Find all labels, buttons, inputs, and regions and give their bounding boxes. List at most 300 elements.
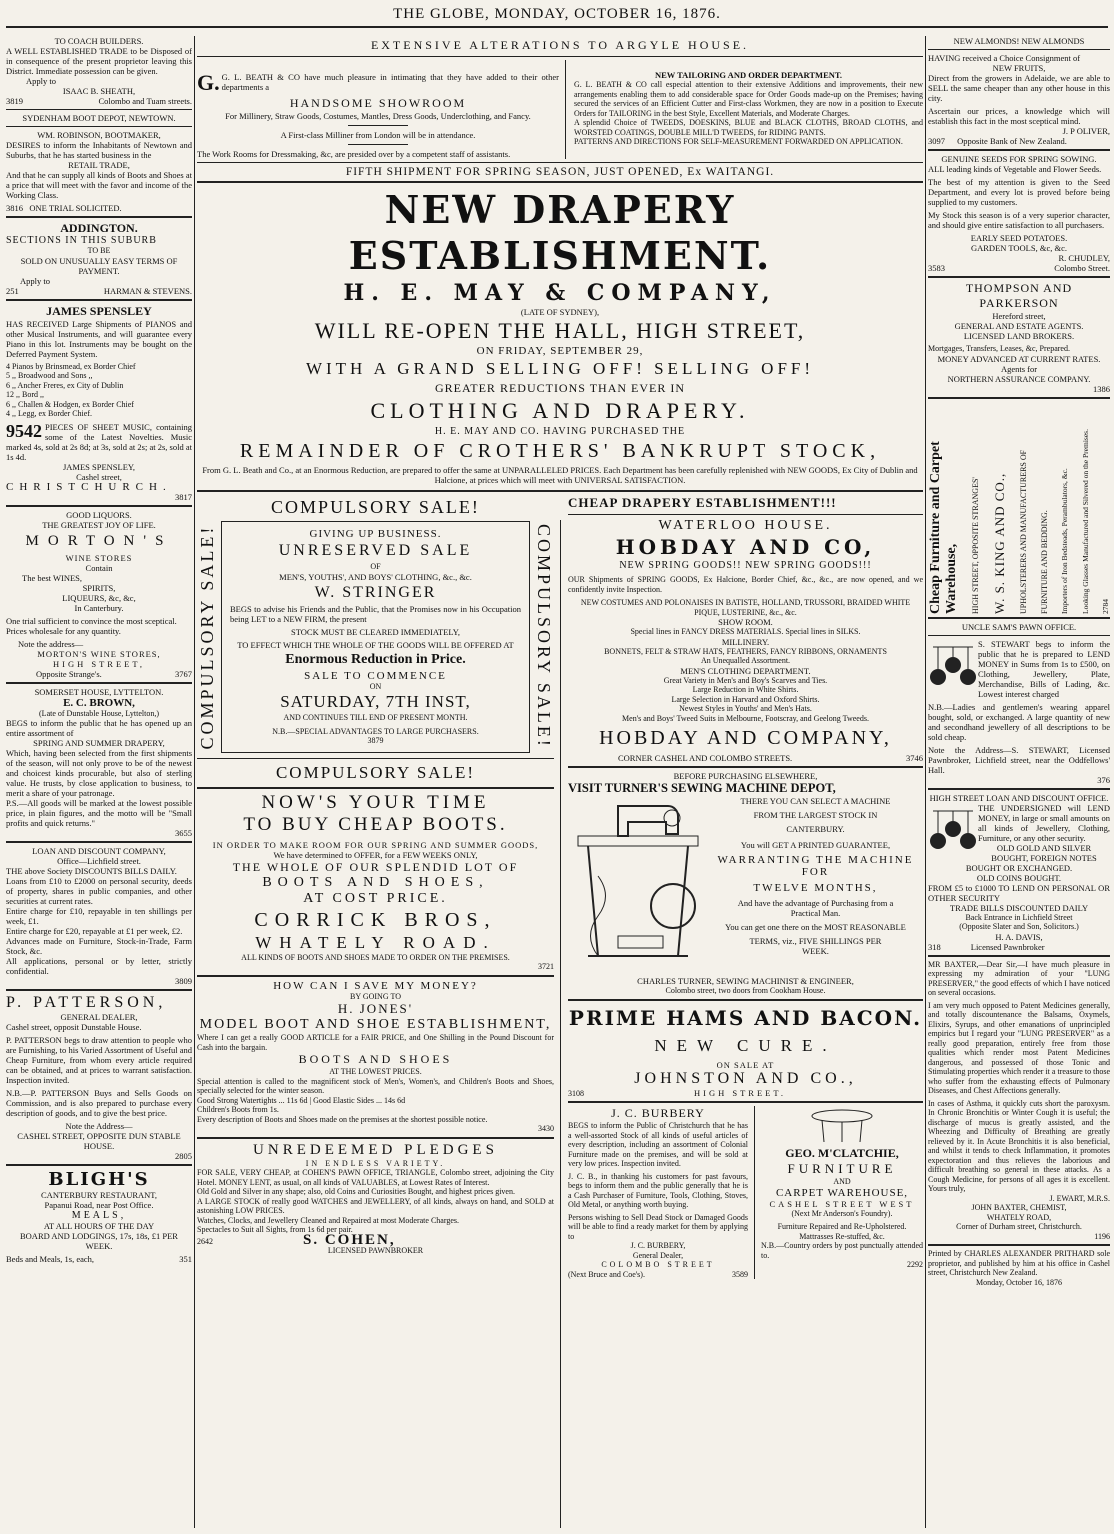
ad-text: ON FRIDAY, SEPTEMBER 29,	[476, 345, 644, 357]
list-item: 4 ,, Legg, ex Border Chief.	[6, 409, 92, 418]
ad-number: 3108	[567, 1088, 584, 1098]
ad-text: Large Reduction in White Shirts.	[692, 685, 799, 694]
list-item: 4 Pianos by Brinsmead, ex Border Chief	[6, 361, 136, 371]
ad-text: Opposite Strange's.	[36, 668, 102, 679]
ad-text: TO EFFECT WHICH THE WHOLE OF THE GOODS WILL BE OFFERED AT	[237, 639, 514, 650]
ad-text: An Unequalled Assortment.	[700, 656, 791, 665]
ad-number: 3817	[175, 491, 192, 502]
ad-text: BY GOING TO	[350, 991, 401, 1001]
side-heading: COMPULSORY SALE!	[197, 524, 217, 750]
ad-text: Hereford street,	[992, 311, 1046, 321]
ad-text: J. C. BURBERY,	[630, 1241, 686, 1250]
ad-text: (Next Bruce and Coe's).	[567, 1269, 645, 1279]
ad-number: 3819	[6, 96, 23, 106]
ad-body: N.B.—P. PATTERSON Buys and Sells Goods on Commission, and is also prepared to purchase every description of goods, and to give the best price.	[6, 1088, 192, 1118]
ad-heading: H. E. MAY & COMPANY,	[343, 280, 777, 306]
ad-body: J. C. B., in thanking his customers for past favours, begs to inform them and the public generally that he is a Cash Purchaser of Furniture, Tools, Clothing, Stoves, Old Metal, or anything worth buying.	[567, 1171, 748, 1209]
ad-text: Apply to	[20, 275, 50, 286]
ad-number: 3816	[6, 203, 23, 213]
ad-heading: MORTON'S	[25, 532, 173, 549]
ad-text: H. A. DAVIS,	[995, 931, 1043, 942]
ad-text: BEFORE PURCHASING ELSEWHERE,	[673, 771, 818, 781]
ad-number: 1386	[1093, 383, 1110, 394]
ad-body: Direct from the growers in Adelaide, we are able to SELL the same cheaper than any other house in this city.	[928, 73, 1110, 103]
ad-text: Special lines in FANCY DRESS MATERIALS. Special lines in SILKS.	[630, 627, 861, 636]
ad-number: 9542	[6, 420, 42, 441]
ad-text: Looking Glasses Manufactured and Silvered on the Premises.	[1080, 428, 1090, 614]
bligh-ad	[6, 1169, 192, 1264]
ad-heading: JOHNSTON AND CO.,	[634, 1069, 857, 1087]
ad-text: Mortgages, Transfers, Leases, &c, Prepared.	[928, 344, 1070, 353]
ad-text: LICENSED PAWNBROKER	[327, 1246, 424, 1255]
furniture-image	[761, 1106, 923, 1146]
almonds-ad	[928, 36, 1110, 146]
seeds-ad	[928, 154, 1110, 273]
ad-text: COLOMBO STREET	[601, 1260, 715, 1269]
ad-text: FURNITURE AND BEDDING.	[1039, 509, 1049, 614]
ad-text: Large Selection in Harvard and Oxford Shirts.	[671, 694, 820, 704]
ad-text: CARPET WAREHOUSE,	[775, 1186, 909, 1199]
ad-text: (Next Mr Anderson's Foundry).	[791, 1208, 893, 1218]
list-item: 6 ,, Ancher Freres, ex City of Dublin	[6, 380, 124, 390]
ad-text: WEEK.	[802, 946, 829, 956]
ad-number: 3430	[537, 1124, 554, 1133]
ad-text: You can get one there on the MOST REASONABLE	[725, 922, 906, 932]
ad-text: TO BE	[87, 246, 111, 255]
ad-text: And have the advantage of Purchasing from a	[737, 898, 894, 908]
ad-body: G. L. BEATH & CO call especial attention to their extensive Additions and improvements, their new arrangements enabling them to add considerable space for Order Goods made-up on the Premises; having secured the services of an Efficient Cutter and First-class Workmen, they are now in a position to Execute Orders for TAILORING in the best Style, Excellent Materials, and Moderate Charges.	[574, 80, 923, 118]
ad-heading: GEO. M'CLATCHIE,	[785, 1146, 899, 1160]
cohen-ad	[197, 1142, 554, 1256]
ad-text: J. P OLIVER,	[1062, 126, 1110, 136]
ad-heading: THE GREATEST JOY OF LIFE.	[42, 519, 156, 530]
ad-text: Cashel street, opposit Dunstable House.	[6, 1022, 142, 1032]
ad-text: THE WHOLE OF OUR SPLENDID LOT OF	[232, 859, 519, 874]
ad-body: PATTERNS AND DIRECTIONS FOR SELF-MEASUREMENT FORWARDED ON APPLICATION.	[574, 137, 903, 146]
column-rule	[194, 36, 195, 1528]
ad-body: A splendid Choice of TWEEDS, DOESKINS, BLUE and BLACK CLOTHS, BROAD CLOTHS, and WORSTED COATINGS, DOUBLE MILL'D TWEEDS, for RIDING PANTS.	[574, 118, 923, 137]
imprint	[928, 1249, 1110, 1287]
ad-body: Entire charge for £10, repayable in ten shillings per week, £1.	[6, 906, 192, 926]
list-item: 6 ,, Challen & Hodgen, ex Border Chief	[6, 399, 134, 409]
ad-heading: HOW CAN I SAVE MY MONEY?	[273, 979, 478, 992]
ad-number: 376	[1097, 774, 1110, 785]
ad-text: IN ORDER TO MAKE ROOM FOR OUR SPRING AND SUMMER GOODS,	[212, 839, 539, 850]
ad-body: P. PATTERSON begs to draw attention to people who are Furnishing, to his Varied Assortment of Useful and Cheap Furniture, from whom every article required can be obtained, and at prices to warrant satisfaction. Inspection invited.	[6, 1035, 192, 1085]
ad-heading: HOBDAY AND COMPANY,	[599, 727, 892, 749]
ad-text: HARMAN & STEVENS.	[103, 285, 192, 296]
ad-text: LICENSED LAND BROKERS.	[963, 331, 1075, 341]
ad-text: Papanui Road, near Post Office.	[44, 1200, 154, 1210]
ad-heading: NEW CURE.	[654, 1035, 837, 1055]
ad-text: FROM £5 to £1000 TO LEND ON PERSONAL OR OTHER SECURITY	[928, 882, 1110, 903]
sewing-machine-image	[568, 796, 708, 976]
ad-text: CHRISTCHURCH.	[6, 480, 172, 493]
ad-text: JOHN BAXTER, CHEMIST,	[971, 1203, 1067, 1212]
ad-body: HAVING received a Choice Consignment of	[928, 53, 1081, 63]
ad-text: Children's Boots from 1s.	[197, 1105, 279, 1114]
ad-text: Back Entrance in Lichfield Street	[965, 912, 1073, 922]
ad-text: GREATER REDUCTIONS THAN EVER IN	[434, 381, 686, 395]
ad-text: Apply to	[26, 76, 56, 86]
ad-heading: THOMPSON AND PARKERSON	[965, 281, 1073, 310]
ad-heading: BOOTS AND SHOES	[298, 1052, 453, 1066]
ad-body: DESIRES to inform the Inhabitants of Newtown and Suburbs, that he has started business in the	[6, 140, 192, 160]
ad-body: FOR SALE, VERY CHEAP, at COHEN'S PAWN OFFICE, TRIANGLE, Colombo street, adjoining the City Hotel. MONEY LENT, as usual, on all kinds of VALUABLES, at Lowest Rates of Interest.	[197, 1168, 554, 1187]
ad-number: 3097	[928, 136, 945, 146]
ad-heading: E. C. BROWN,	[63, 696, 135, 709]
ad-text: One trial sufficient to convince the most sceptical.	[6, 615, 177, 626]
ad-text: WARRANTING THE MACHINE FOR	[717, 854, 914, 878]
ad-number: 3879	[367, 736, 384, 745]
ad-text: STOCK MUST BE CLEARED IMMEDIATELY,	[291, 626, 460, 637]
brown-ad	[6, 687, 192, 839]
ad-body: Entire charge for £20, repayable at £1 per week, £2.	[6, 926, 183, 936]
ad-text: FIFTH SHIPMENT FOR SPRING SEASON, JUST OPENED, Ex WAITANGI.	[345, 166, 775, 178]
ad-text: TRADE BILLS DISCOUNTED DAILY	[949, 902, 1089, 913]
ad-heading: SHOW ROOM.	[718, 617, 773, 627]
ad-heading: NEW TAILORING AND ORDER DEPARTMENT.	[654, 70, 843, 80]
ad-body: Old Gold and Silver in any shape; also, old Coins and Curiosities Bought, and highest prices given.	[197, 1187, 515, 1196]
ad-text: Colombo street, two doors from Cookham House.	[665, 986, 826, 995]
ad-heading: COMPULSORY SALE!	[275, 762, 476, 782]
ad-heading: HIGH STREET LOAN AND DISCOUNT OFFICE.	[929, 792, 1109, 803]
coach-builders-ad	[6, 36, 192, 106]
ad-heading: UNREDEEMED PLEDGES	[253, 1141, 498, 1158]
ad-heading: AT COST PRICE.	[303, 890, 448, 906]
pawnbroker-balls-icon	[928, 639, 978, 699]
ad-text: CASHEL STREET WEST	[769, 1198, 915, 1209]
ad-heading: H. JONES'	[337, 1001, 414, 1016]
ad-heading: SOMERSET HOUSE, LYTTELTON.	[34, 686, 164, 697]
ad-body: The best of my attention is given to the Seed Department, and every lot is proved before being supplied to my customers.	[928, 177, 1110, 207]
centre-left-column	[197, 495, 560, 1279]
ad-body: N.B.—Ladies and gentlemen's wearing apparel bought, sold, or exchanged. A large quantity of new and secondhand jewellery of all descriptions to be sold cheap.	[928, 701, 1110, 742]
ad-heading: GENUINE SEEDS FOR SPRING SOWING.	[941, 154, 1097, 164]
ad-text: GENERAL DEALER,	[60, 1012, 138, 1022]
ad-text: ON SALE AT	[716, 1059, 775, 1070]
ad-text: CASHEL STREET, OPPOSITE DUN STABLE HOUSE.	[17, 1131, 181, 1151]
ad-body: I am very much opposed to Patent Medicines generally, and totally discountenance the Balsams, Oxymels, Elixirs, Syrups, and other emanations of unprincipled empirics but I regard your "LUNG PRESERVER" as a really good preparation, entirely free from those qualities which render most Patent Medicines dangerous, and possessed of those Tonic and Stimulating properties which render it a treasure to those who suffer from the exhausting effects of Pulmonary Diseases, and Chest Affections generally.	[928, 1000, 1110, 1095]
ad-text: Practical Man.	[790, 908, 841, 918]
ad-text: Importers of Iron Bedsteads, Perambulators, &c.	[1060, 467, 1070, 614]
ad-text: THERE YOU CAN SELECT A MACHINE	[740, 796, 891, 806]
ad-text: MEN'S, YOUTHS', AND BOYS' CLOTHING, &c., &c.	[279, 571, 472, 582]
ad-text: Opposite Bank of New Zealand.	[957, 136, 1067, 146]
ad-body: THE UNDERSIGNED will LEND MONEY, in large or small amounts on all kinds of Jewellery, Clothing, Furniture, or any other security.	[978, 802, 1110, 843]
ad-body: BEGS to inform the Public of Christchurch that he has a well-assorted Stock of all kinds of useful articles of every description, including an assortment of Colonial Furniture made on the premises, and will be sold at very low prices. Inspection invited.	[567, 1121, 748, 1168]
ad-text: AT THE LOWEST PRICES.	[329, 1067, 422, 1076]
ad-text: CANTERBURY.	[786, 824, 845, 834]
ad-text: AT ALL HOURS OF THE DAY	[43, 1221, 155, 1231]
ad-number: 351	[179, 1254, 192, 1264]
imprint-date: Monday, October 16, 1876	[976, 1277, 1062, 1287]
ad-text: NEW SPRING GOODS!! NEW SPRING GOODS!!!	[619, 560, 872, 571]
ad-text: Office—Lichfield street.	[57, 856, 141, 866]
ad-body: Special attention is called to the magnificent stock of Men's, Women's, and Children's Boots and Shoes, specially selected for the winter season.	[197, 1076, 554, 1095]
ad-heading: W. S. KING AND CO.,	[991, 472, 1007, 614]
ad-body: BEGS to inform the public that he has opened up an entire assortment of	[6, 718, 192, 738]
stringer-ad	[197, 495, 554, 784]
thompson-ad	[928, 281, 1110, 394]
ad-heading: UNRESERVED SALE	[278, 542, 473, 559]
ad-text: Contain	[85, 562, 113, 573]
ad-heading: PRIME HAMS AND BACON.	[568, 1005, 923, 1030]
ad-heading: P. PATTERSON,	[6, 994, 167, 1011]
ad-text: N.B.—Country orders by post punctually attended to.	[760, 1241, 923, 1260]
hobday-ad	[568, 495, 923, 763]
corrick-ad	[197, 792, 554, 972]
ad-text: Men's and Boys' Tweed Suits in Melbourne, Footscray, and Geelong Tweeds.	[622, 713, 869, 723]
burbery-ad	[568, 1106, 755, 1279]
ad-text: BONNETS, FELT & STRAW HATS, FEATHERS, FANCY RIBBONS, ORNAMENTS	[604, 646, 887, 656]
ad-text: (LATE OF SYDNEY),	[520, 307, 600, 317]
stewart-pawn-ad	[928, 622, 1110, 785]
ad-heading: CHEAP DRAPERY ESTABLISHMENT!!!	[567, 495, 837, 510]
ad-text: RETAIL TRADE,	[68, 160, 130, 170]
ad-text: General Dealer,	[632, 1250, 684, 1260]
patterson-ad	[6, 994, 192, 1161]
ad-text: The best WINES,	[22, 572, 83, 583]
ad-text: (Opposite Slater and Son, Solicitors.)	[959, 922, 1079, 931]
ad-text: Corner of Durham street, Christchurch.	[956, 1222, 1082, 1231]
ad-text: OLD GOLD AND SILVER BOUGHT, FOREIGN NOTES BOUGHT OR EXCHANGED.	[965, 842, 1097, 873]
ad-heading: LOAN AND DISCOUNT COMPANY,	[32, 846, 166, 856]
ad-text: BOARD AND LODGINGS, 17s, 18s, £1 PER WEEK.	[20, 1231, 178, 1251]
ad-heading: UNCLE SAM'S PAWN OFFICE.	[961, 621, 1077, 632]
ad-body: S. STEWART begs to inform the public that he is prepared to LEND MONEY in Sums from 1s to £500, on Clothing, Jewellery, Plate, Merchandise, Bills of Lading, &c. Lowest interest charged	[978, 638, 1110, 699]
may-drapery-ad	[197, 187, 923, 487]
ad-heading: TO BUY CHEAP BOOTS.	[243, 813, 508, 835]
ad-text: JAMES SPENSLEY,	[62, 461, 136, 472]
ad-heading: FURNITURE	[787, 1161, 897, 1176]
ad-heading: CLOTHING AND DRAPERY.	[370, 398, 750, 423]
ad-text: MONEY ADVANCED AT CURRENT RATES.	[937, 353, 1101, 364]
centre-right-column	[560, 495, 923, 1279]
ad-text: GIVING UP BUSINESS.	[309, 528, 442, 540]
ad-heading: S. COHEN,	[303, 1231, 396, 1248]
ad-text: Great Variety in Men's and Boy's Scarves and Ties.	[663, 675, 828, 685]
johnston-hams-ad	[568, 1004, 923, 1099]
mclatchie-ad	[755, 1106, 923, 1279]
ad-text: MEALS,	[71, 1210, 127, 1221]
ad-number: 3746	[906, 753, 923, 763]
ad-text: R. CHUDLEY,	[1058, 253, 1110, 263]
ad-text: H. E. MAY AND CO. HAVING PURCHASED THE	[434, 426, 686, 437]
ad-text: WINE STORES	[65, 552, 133, 563]
ad-text: UPHOLSTERERS AND MANUFACTURERS OF	[1019, 449, 1029, 614]
ad-text: ALL KINDS OF BOOTS AND SHOES MADE TO ORDER ON THE PREMISES.	[241, 952, 510, 962]
right-column	[928, 36, 1110, 1530]
ad-text: N.B.—SPECIAL ADVANTAGES TO LARGE PURCHASERS.	[272, 726, 479, 736]
left-column	[6, 36, 192, 1530]
ad-heading: MEN'S CLOTHING DEPARTMENT.	[680, 665, 811, 676]
ad-heading: WITH A GRAND SELLING OFF! SELLING OFF!	[305, 359, 815, 378]
ad-body: BEGS to advise his Friends and the Public, that the Promises now in his Occupation being LET to a NEW FIRM, the present	[230, 603, 521, 624]
ad-text: Note the Address—	[65, 1121, 133, 1131]
ad-heading: CORRICK BROS,	[254, 908, 497, 931]
ad-body: Every description of Boots and Shoes made on the premises at the shortest possible notice.	[197, 1114, 488, 1124]
ad-heading: NEW DRAPERY ESTABLISHMENT.	[348, 187, 772, 278]
ad-body: THE above Society DISCOUNTS BILLS DAILY.	[6, 866, 177, 876]
ad-body: HAS RECEIVED Large Shipments of PIANOS and other Musical Instruments, and will guarantee every Piano in this lot. Instruments may be bought on the Deferred Payment System.	[6, 318, 192, 359]
ad-number: 3583	[928, 263, 945, 273]
ad-text: TERMS, viz., FIVE SHILLINGS PER	[749, 936, 882, 946]
mortons-ad	[6, 510, 192, 679]
ad-body: Loans from £10 to £2000 on personal security, deeds of property, shares in public companies, and other securities at current rates.	[6, 876, 192, 906]
ad-text: Good Strong Watertights ... 11s 6d | Good Elastic Sides ... 14s 6d	[197, 1095, 406, 1105]
ad-body: Advances made on Furniture, Stock-in-Trade, Farm Stock, &c.	[6, 936, 192, 956]
ad-body: Where I can get a really GOOD ARTICLE for a FAIR PRICE, and One Shilling in the Pound Discount for Cash into the bargain.	[197, 1033, 554, 1052]
ad-text: TWELVE MONTHS,	[753, 882, 878, 894]
ad-number: 318	[928, 941, 941, 952]
ad-heading: J. C. BURBERY	[611, 1106, 705, 1120]
ad-body: P.S.—All goods will be marked at the lowest possible price, in plain figures, and the motto will be "Small profits and quick returns."	[6, 798, 192, 828]
ad-text: WHATELY ROAD,	[986, 1212, 1052, 1222]
ad-text: Mattrasses Re-stuffed, &c.	[799, 1231, 885, 1241]
ad-text: J. EWART, M.R.S.	[1049, 1193, 1110, 1203]
list-item: 12 ,, Bord ,,	[6, 390, 44, 399]
masthead: THE GLOBE, MONDAY, OCTOBER 16, 1876.	[393, 6, 721, 22]
ad-body: PIECES OF SHEET MUSIC, containing some of the Latest Novelties. Music marked 4s, sold at 2s 8d; at 3s, sold at 2s; at 2s, sold at 1s 4d.	[6, 421, 192, 462]
ad-text: SALE TO COMMENCE	[304, 669, 447, 682]
ad-body: The Work Rooms for Dressmaking, &c, are presided over by a competent staff of assistants.	[197, 149, 511, 159]
ad-text: Furniture Repaired and Re-Upholstered.	[777, 1222, 907, 1231]
ad-heading: GOOD LIQUORS.	[66, 509, 132, 520]
ad-body: Which, having been selected from the first shipments of the season, will not only prove to be of the newest and choicest kinds procurable, but also of sterling value. He trusts, by close application to business, to merit a share of your patronage.	[6, 748, 192, 798]
ad-body: All applications, personal or by letter, strictly confidential.	[6, 956, 192, 976]
ad-text: MORTON'S WINE STORES,	[37, 648, 161, 659]
ad-text: (Late of Dunstable House, Lyttelton,)	[39, 708, 159, 718]
ad-text: AND	[833, 1177, 851, 1186]
ad-text: Cashel street,	[76, 471, 122, 482]
masthead-rule	[6, 26, 1108, 28]
ad-text: FROM THE LARGEST STOCK IN	[753, 810, 878, 820]
ad-heading: NOW'S YOUR TIME	[261, 791, 490, 813]
ad-text: SECTIONS IN THIS SUBURB	[6, 235, 157, 246]
boot-depot-ad	[6, 113, 192, 213]
ad-heading: WHATELY ROAD.	[255, 932, 496, 952]
ad-body: MR BAXTER,—Dear Sir,—I have much pleasure in expressing my admiration of your "LUNG PRESERVER," the good effects of which I have noticed on several occasions.	[928, 959, 1110, 997]
ad-body: Spectacles to Suit all Sights, from 1s 6d per pair.	[197, 1225, 353, 1234]
ad-text: SPIRITS,	[82, 582, 116, 593]
ad-text: LIQUEURS, &c, &c,	[62, 592, 136, 603]
ad-text: NEW FRUITS,	[992, 63, 1046, 73]
ad-text: NEW COSTUMES AND POLONAISES IN BATISTE, HOLLAND, TRUSSORI, BRAIDED WHITE PIQUE, LUSTERINE, &c., &c.	[580, 598, 911, 617]
ad-heading: Cheap Furniture and Carpet Warehouse,	[928, 440, 959, 614]
ad-text: HIGH STREET.	[693, 1087, 787, 1098]
ad-heading: BLIGH'S	[48, 1169, 150, 1190]
ad-text: Newest Styles in Youths' and Men's Hats.	[679, 704, 812, 713]
ad-body: And that he can supply all kinds of Boots and Shoes at a price that will meet with the favor and income of the Working Class.	[6, 170, 192, 200]
ad-body: ALL leading kinds of Vegetable and Flower Seeds.	[928, 164, 1102, 174]
ad-text: OF	[370, 562, 381, 571]
imprint-text: Printed by CHARLES ALEXANDER PRITHARD sole proprietor, and published by him at his office in Cashel street, Christchurch New Zealand.	[928, 1249, 1110, 1277]
ad-text: Colombo and Tuam streets.	[98, 96, 192, 106]
ad-text: GARDEN TOOLS, &c, &c.	[970, 243, 1067, 253]
ad-heading: MILLINERY.	[721, 636, 770, 647]
ad-text: EARLY SEED POTATOES.	[970, 233, 1068, 243]
ad-number: 1196	[1094, 1231, 1110, 1241]
ad-number: 3655	[175, 828, 192, 838]
loan-company-ad	[6, 846, 192, 986]
ad-number: 3721	[537, 962, 554, 971]
ad-body: Ascertain our prices, a knowledge which will establish this fact in the most sceptical mind.	[928, 106, 1110, 126]
side-heading: COMPULSORY SALE!	[533, 524, 554, 750]
turner-ad	[568, 771, 923, 996]
ad-body: G. L. BEATH & CO have much pleasure in intimating that they have added to their other departments a	[221, 72, 559, 92]
ad-text: GENERAL AND ESTATE AGENTS.	[954, 321, 1084, 331]
ad-heading: EXTENSIVE ALTERATIONS TO ARGYLE HOUSE.	[370, 38, 750, 52]
ad-number: 251	[6, 285, 19, 296]
ad-heading: REMAINDER OF CROTHERS' BANKRUPT STOCK,	[239, 440, 881, 462]
ad-heading: NEW ALMONDS! NEW ALMONDS	[953, 36, 1085, 46]
ad-text: We have determined to OFFER, for a FEW WEEKS ONLY,	[273, 849, 478, 860]
ad-text: Note the address—	[18, 638, 84, 649]
ad-text: CANTERBURY RESTAURANT,	[41, 1190, 157, 1200]
ad-heading: HANDSOME SHOWROOM	[289, 96, 467, 110]
king-furniture-ad	[928, 402, 1110, 614]
ad-text: CORNER CASHEL AND COLOMBO STREETS.	[617, 753, 793, 763]
ad-heading: WILL RE-OPEN THE HALL, HIGH STREET,	[314, 318, 806, 343]
ad-text: In Canterbury.	[74, 602, 124, 613]
spensley-ad	[6, 304, 192, 502]
ad-heading: MODEL BOOT AND SHOE ESTABLISHMENT,	[199, 1017, 552, 1032]
ad-text: For Millinery, Straw Goods, Costumes, Mantles, Dress Goods, Underclothing, and Fancy.	[225, 111, 531, 121]
ad-text: Beds and Meals, 1s, each,	[6, 1254, 95, 1264]
ad-text: AND CONTINUES TILL END OF PRESENT MONTH.	[283, 713, 468, 722]
lower-centre	[197, 495, 923, 1279]
ad-heading: TO COACH BUILDERS.	[54, 36, 144, 46]
ad-text: HIGH STREET, OPPOSITE STRANGES'	[971, 476, 981, 614]
ad-number: 2805	[175, 1151, 192, 1161]
ad-heading: WM. ROBINSON, BOOTMAKER,	[37, 130, 161, 140]
ad-number: 2784	[1100, 598, 1110, 614]
pawnbroker-balls-icon	[928, 803, 978, 863]
ad-text: Licensed Pawnbroker	[970, 941, 1045, 952]
ad-number: 3589	[731, 1269, 748, 1279]
ad-text: ON	[369, 681, 382, 691]
ad-text: Colombo Street.	[1054, 263, 1110, 273]
ad-heading: SYDENHAM BOOT DEPOT, NEWTOWN.	[22, 113, 176, 123]
ad-text: ONE TRIAL SOLICITED.	[29, 203, 122, 213]
ad-body: In cases of Asthma, it quickly cuts short the paroxysm. In Chronic Bronchitis or Winter Cough it is useful; the discharge of mucus is greatly assisted, and the Wheezing and Difficulty of Breathing are greatly relieved by it. In Acute Bronchitis it is also beneficial, and whilst it tends to check Inflammation, it promotes expectoration and thus relieves the laborious and difficult breathing so general in these attacks. As a Cough Medicine, for persons of all ages it is excellent. Yours truly,	[928, 1098, 1110, 1193]
ad-body: From G. L. Beath and Co., at an Enormous Reduction, are prepared to offer the same at UNPARALLELED PRICES. Each Department has been carefully replenished with NEW GOODS, Ex City of Dublin and Halcione, at prices which will meet with UNIVERSAL SATISFACTION.	[202, 465, 918, 485]
centre-columns	[197, 36, 923, 1530]
ad-heading: W. STRINGER	[314, 583, 437, 601]
ad-heading: WATERLOO HOUSE.	[658, 518, 833, 533]
ad-number: 2642	[197, 1236, 213, 1246]
jones-ad	[197, 980, 554, 1134]
ad-text: SOLD ON UNUSUALLY EASY TERMS OF PAYMENT.	[20, 255, 178, 276]
ad-body: Persons wishing to Sell Dead Stock or Damaged Goods will be able to find a ready market for them by applying to	[567, 1212, 748, 1241]
ad-text: IN ENDLESS VARIETY.	[305, 1158, 446, 1168]
ad-text: SPRING AND SUMMER DRAPERY,	[33, 738, 165, 748]
ad-number: 3809	[175, 976, 192, 986]
ad-body: Watches, Clocks, and Jewellery Cleaned and Repaired at most Moderate Charges.	[197, 1215, 460, 1225]
ad-number: 2292	[907, 1260, 923, 1269]
baxter-ad	[928, 960, 1110, 1242]
ad-heading: VISIT TURNER'S SEWING MACHINE DEPOT,	[567, 781, 836, 795]
ad-heading: COMPULSORY SALE!	[271, 497, 480, 517]
ad-text: Agents for	[1000, 363, 1038, 374]
ad-heading: ADDINGTON.	[60, 221, 138, 235]
ad-text: HIGH STREET,	[52, 658, 146, 669]
argyle-house-ad: EXTENSIVE ALTERATIONS TO ARGYLE HOUSE. G. G. L. BEATH & CO have much pleasure in intimating that they have added to their other departments a HANDSOME SHOWROOM For Millinery, Straw Goods, Costumes, Mantles, Dress Goods, Underclothing, and Fancy. A First-class Milliner from London will be in attendance. The Work Rooms for Dressmaking, &c, are presided over by a competent staff of assistants. NEW TAILORING AND ORDER DEPARTMENT. G. L. BEATH & CO call especial attention to their extensive Additions and improvements, their new arrangements enabling them to add considerable space for Order Goods made-up on the Premises; having secured the services of an Efficient Cutter and First-class Workmen, they are now in a position to Execute Orders for TAILORING in the best Style, Excellent Materials, and Moderate Charges. A splendid Choice of TWEEDS, DOESKINS, BLUE and BLACK CLOTHS, BROAD CLOTHS, and WORSTED COATINGS, DOUBLE MILL'D TWEEDS, for RIDING PANTS. PATTERNS AND DIRECTIONS FOR SELF-MEASUREMENT FORWARDED ON APPLICATION. FIFTH SHIPMENT FOR SPRING SEASON, JUST OPENED, Ex WAITANGI.	[197, 38, 923, 178]
list-item: 5 ,, Broadwood and Sons ,,	[6, 371, 93, 380]
ad-heading: JAMES SPENSLEY	[46, 303, 152, 318]
ad-heading: Enormous Reduction in Price.	[285, 651, 466, 667]
